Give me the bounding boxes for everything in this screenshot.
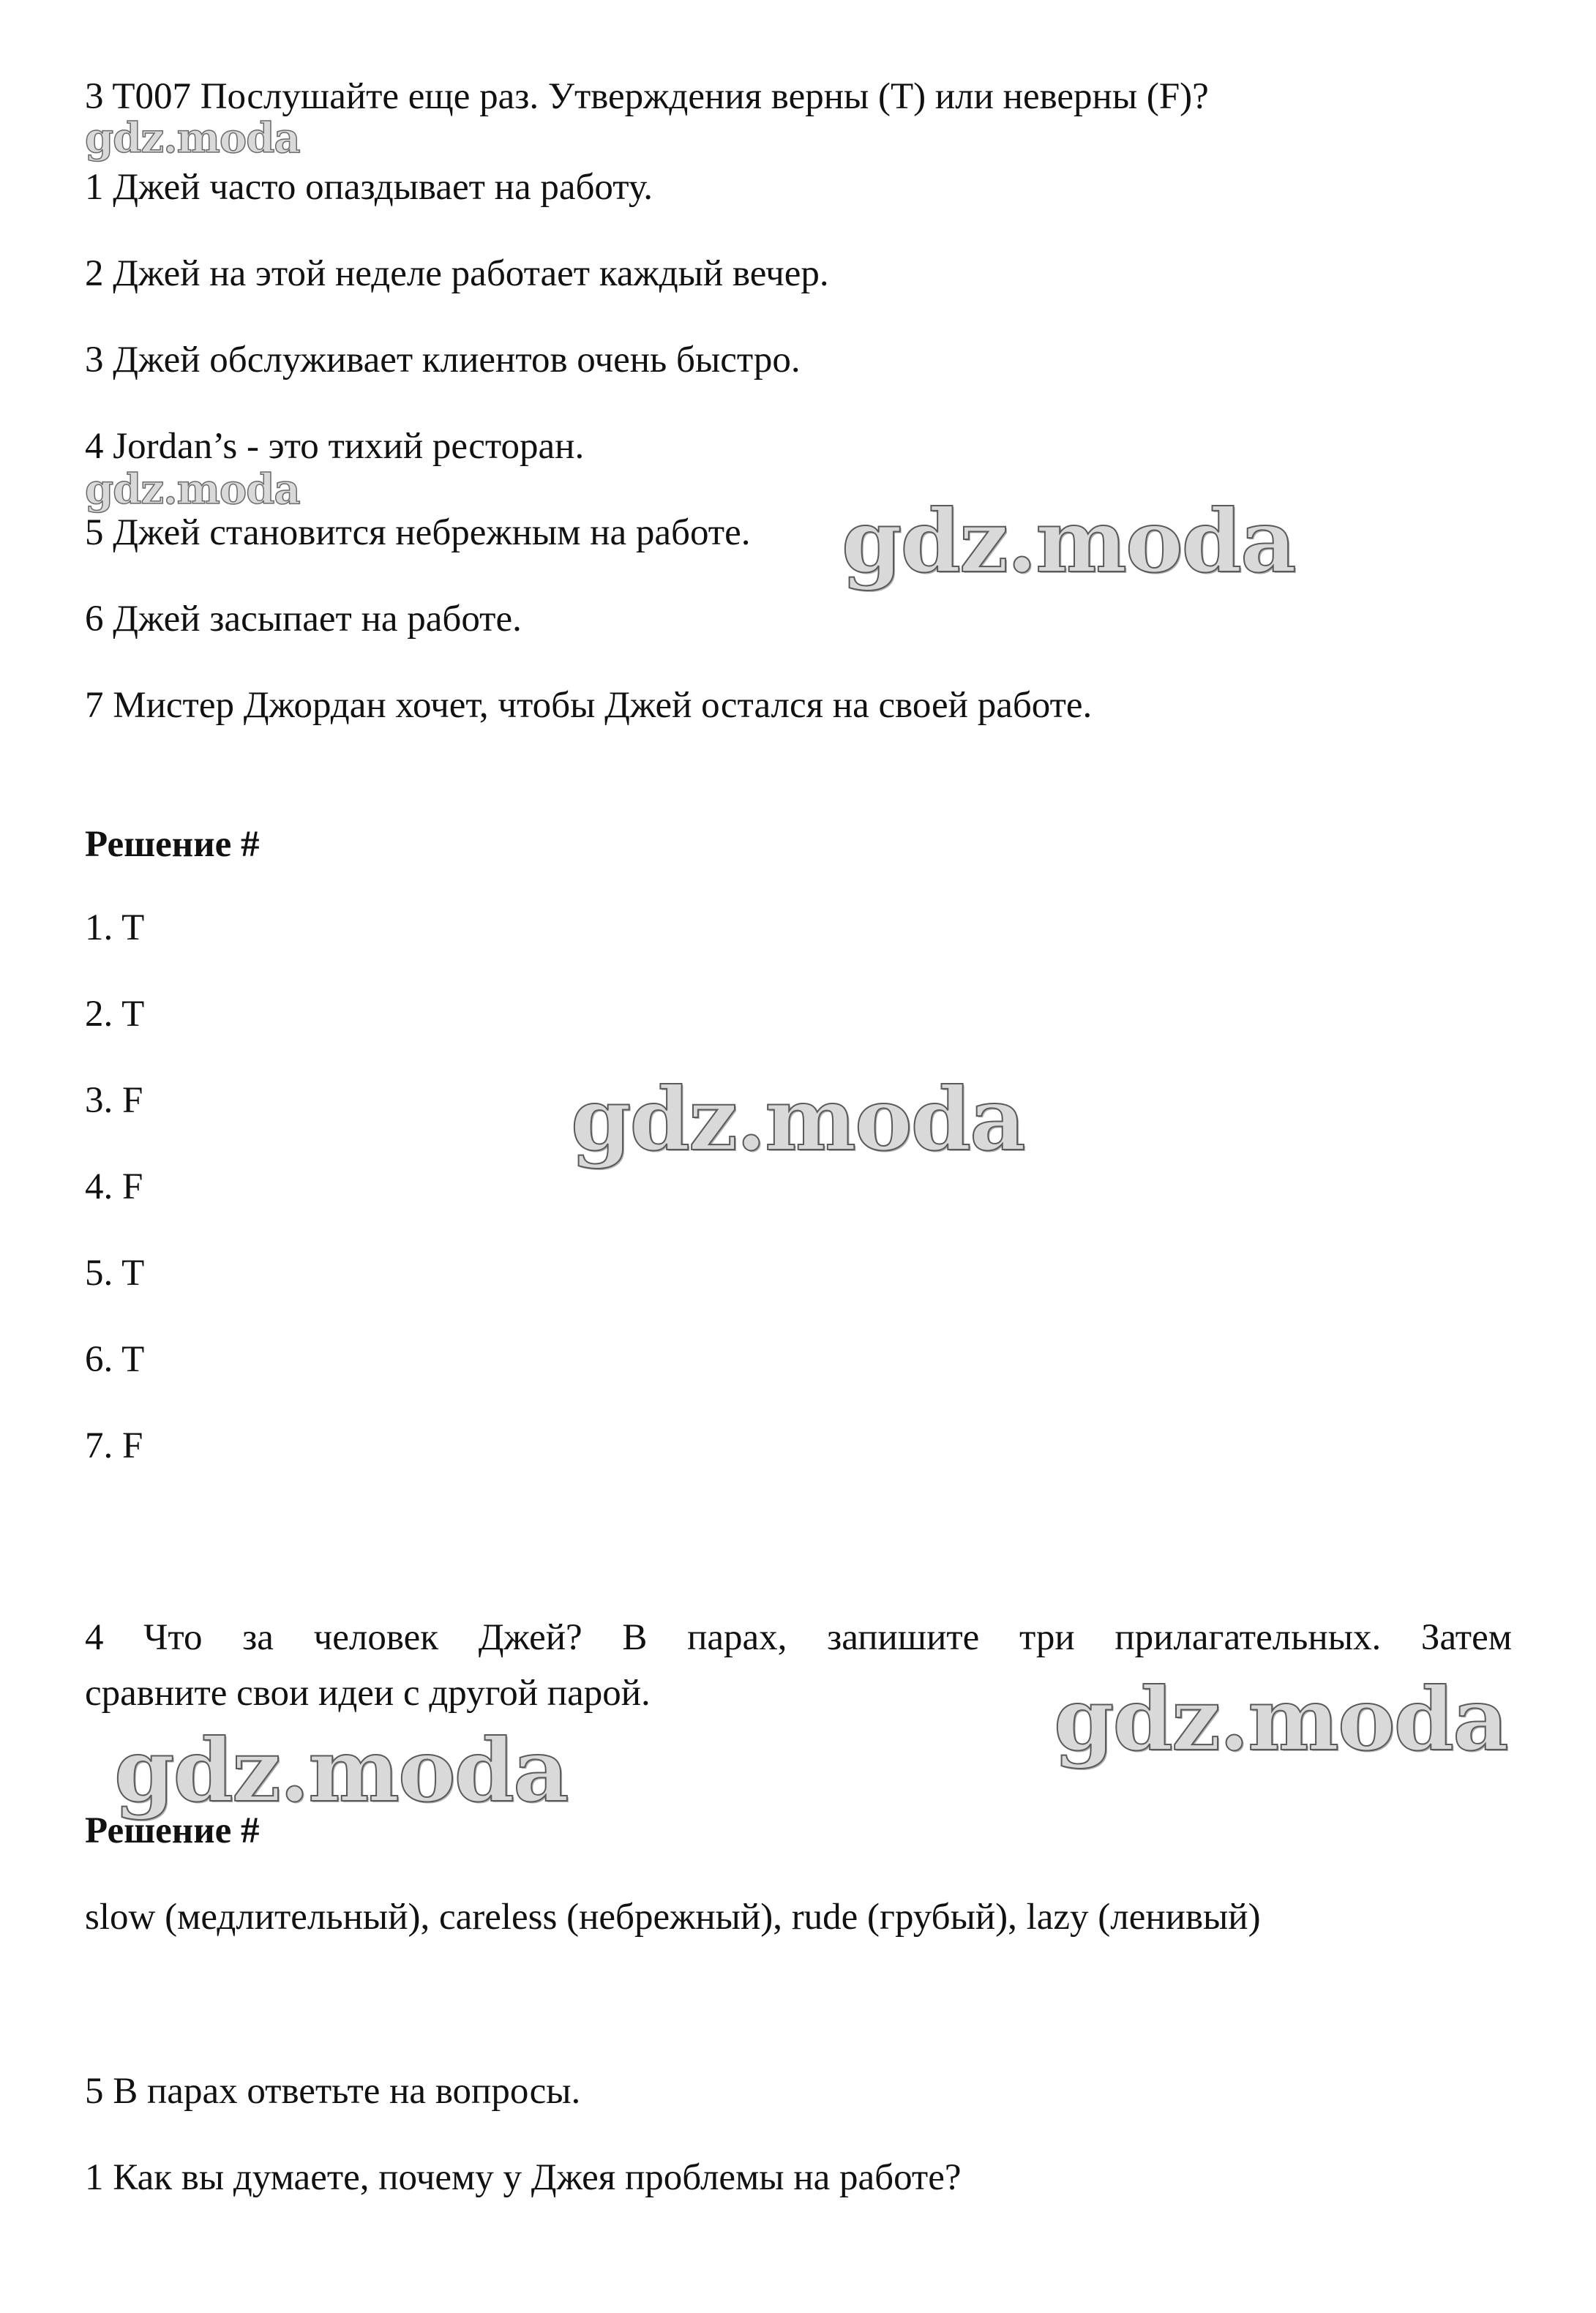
answer-5: 5. T <box>85 1253 145 1294</box>
statement-2: 2 Джей на этой неделе работает каждый вечер. <box>85 253 829 294</box>
watermark-logo: gdz.moda <box>85 114 300 162</box>
answer-6: 6. T <box>85 1339 145 1380</box>
answer-7: 7. F <box>85 1425 143 1466</box>
exercise-5-title: 5 В парах ответьте на вопросы. <box>85 2071 581 2112</box>
exercise-4-title-line-2: сравните свои идеи с другой парой. <box>85 1673 651 1714</box>
question-1: 1 Как вы думаете, почему у Джея проблемы на работе? <box>85 2157 962 2198</box>
statement-6: 6 Джей засыпает на работе. <box>85 599 522 640</box>
watermark-logo: gdz.moda <box>571 1068 1024 1170</box>
watermark-logo: gdz.moda <box>1054 1668 1507 1770</box>
statement-3: 3 Джей обслуживает клиентов очень быстро. <box>85 340 801 380</box>
watermark-logo: gdz.moda <box>842 490 1295 592</box>
answer-2: 2. T <box>85 994 145 1035</box>
statement-4: 4 Jordan’s - это тихий ресторан. <box>85 426 585 467</box>
solution-heading-4: Решение # <box>85 1810 260 1851</box>
statement-7: 7 Мистер Джордан хочет, чтобы Джей остался на своей работе. <box>85 685 1093 726</box>
answer-4: 4. F <box>85 1166 143 1207</box>
exercise-3-title: 3 T007 Послушайте еще раз. Утверждения верны (T) или неверны (F)? <box>85 76 1209 117</box>
statement-1: 1 Джей часто опаздывает на работу. <box>85 167 653 208</box>
solution-heading-3: Решение # <box>85 824 260 865</box>
answer-adjectives: slow (медлительный), careless (небрежный), rude (грубый), lazy (ленивый) <box>85 1897 1261 1938</box>
answer-1: 1. T <box>85 907 145 948</box>
exercise-4-title-line-1: 4 Что за человек Джей? В парах, запишите три прилагательных. Затем <box>85 1617 1512 1658</box>
watermark-logo: gdz.moda <box>114 1720 568 1821</box>
answer-3: 3. F <box>85 1080 143 1121</box>
watermark-logo: gdz.moda <box>85 465 300 514</box>
statement-5: 5 Джей становится небрежным на работе. <box>85 512 751 553</box>
